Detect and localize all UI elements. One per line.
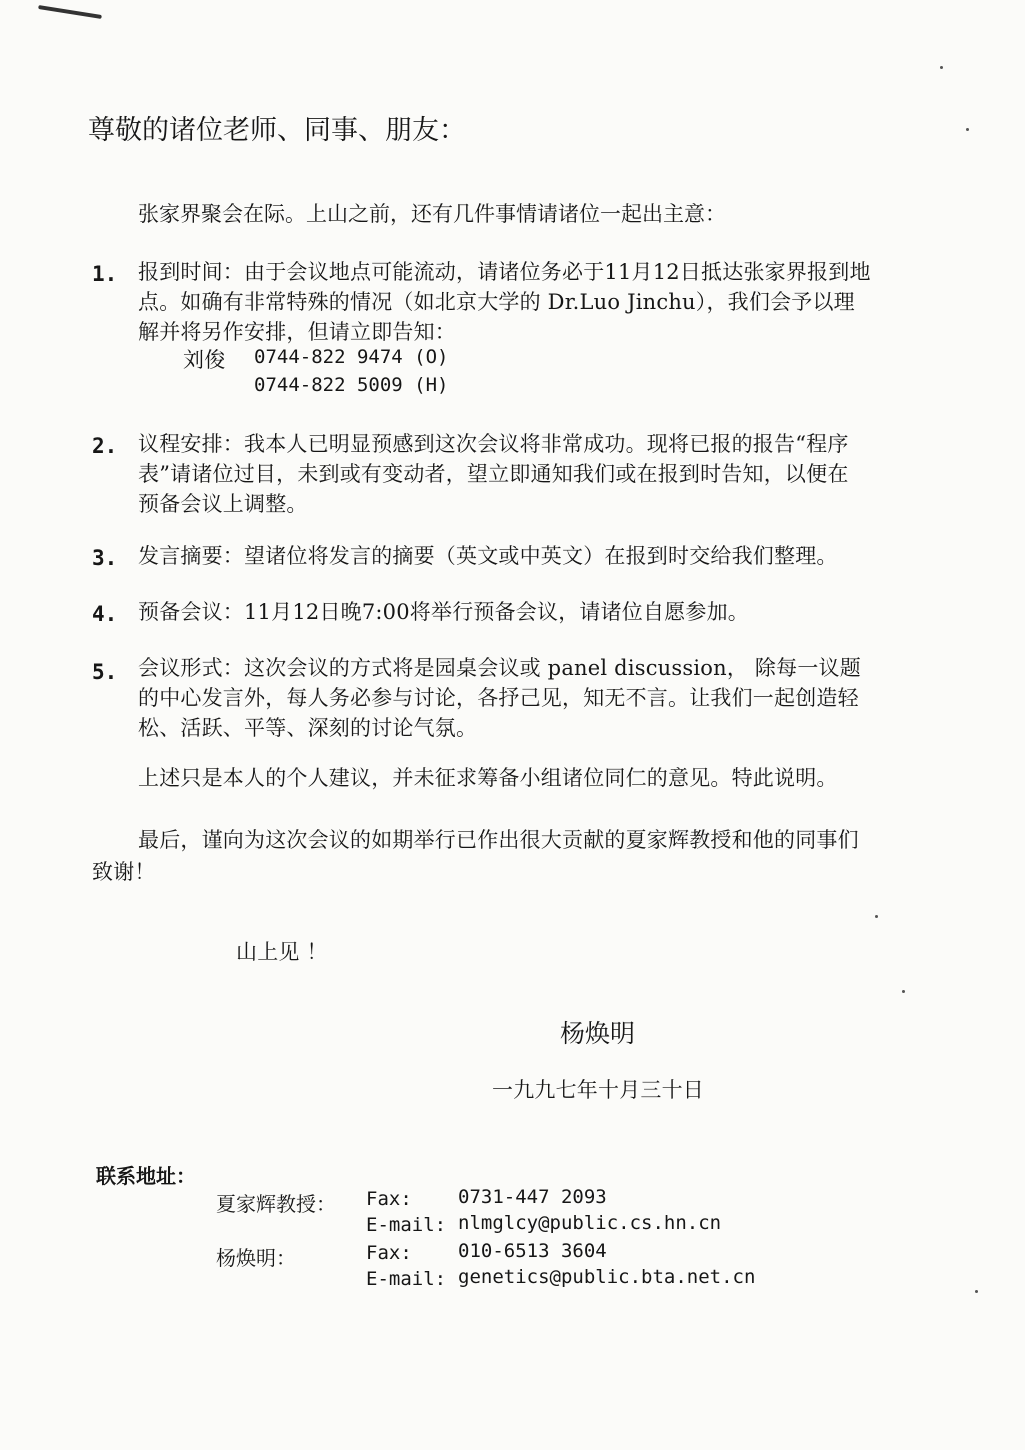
intro-paragraph: 张家界聚会在际。上山之前，还有几件事情请诸位一起出主意： xyxy=(138,202,726,226)
note-paragraph: 上述只是本人的个人建议，并未征求筹备小组诸位同仁的意见。特此说明。 xyxy=(138,766,838,790)
item-line: 解并将另作安排，但请立即告知： xyxy=(138,320,456,344)
thanks-line: 最后，谨向为这次会议的如期举行已作出很大贡献的夏家辉教授和他的同事们 xyxy=(138,828,859,852)
item-number: 3. xyxy=(92,546,118,570)
item-number: 2. xyxy=(92,434,118,458)
item-line: 议程安排：我本人已明显预感到这次会议将非常成功。现将已报的报告“程序 xyxy=(138,432,849,456)
contact-header: 联系地址： xyxy=(96,1164,196,1188)
item-line: 预备会议上调整。 xyxy=(138,492,308,516)
item-line: 会议形式：这次会议的方式将是园桌会议或 panel discussion， 除每一议题 xyxy=(138,656,861,680)
fax-label: Fax: xyxy=(366,1188,412,1210)
item-line: 预备会议：11月12日晚7:00将举行预备会议，请诸位自愿参加。 xyxy=(138,600,749,624)
item-number: 4. xyxy=(92,602,118,626)
item-line: 发言摘要：望诸位将发言的摘要（英文或中英文）在报到时交给我们整理。 xyxy=(138,544,838,568)
fax-label: Fax: xyxy=(366,1242,412,1264)
email-label: E-mail: xyxy=(366,1268,447,1290)
item-number: 5. xyxy=(92,660,118,684)
fax-number: 0731-447 2093 xyxy=(458,1186,607,1208)
scan-speck xyxy=(966,128,969,131)
thanks-line: 致谢！ xyxy=(92,860,156,884)
email-address: genetics@public.bta.net.cn xyxy=(458,1266,756,1288)
scan-speck xyxy=(940,66,943,69)
contact-person: 刘俊 xyxy=(183,348,226,372)
item-line: 松、活跃、平等、深刻的讨论气氛。 xyxy=(138,716,478,740)
email-label: E-mail: xyxy=(366,1214,447,1236)
scan-speck xyxy=(875,915,878,918)
scan-mark xyxy=(38,5,102,19)
greeting: 尊敬的诸位老师、同事、朋友： xyxy=(88,115,466,146)
item-line: 的中心发言外，每人务必参与讨论，各抒己见，知无不言。让我们一起创造轻 xyxy=(138,686,859,710)
scan-speck xyxy=(902,990,905,993)
contact-name: 夏家辉教授： xyxy=(216,1192,336,1216)
item-number: 1. xyxy=(92,262,118,286)
fax-number: 010-6513 3604 xyxy=(458,1240,607,1262)
phone-home: 0744-822 5009 (H) xyxy=(254,374,449,396)
farewell: 山上见 ！ xyxy=(236,940,328,964)
item-line: 点。如确有非常特殊的情况（如北京大学的 Dr.Luo Jinchu），我们会予以理 xyxy=(138,290,855,314)
item-line: 表”请诸位过目，未到或有变动者，望立即通知我们或在报到时告知，以便在 xyxy=(138,462,849,486)
signature: 杨焕明 xyxy=(560,1019,636,1048)
item-line: 报到时间：由于会议地点可能流动，请诸位务必于11月12日抵达张家界报到地 xyxy=(138,260,871,284)
phone-office: 0744-822 9474 (O) xyxy=(254,346,449,368)
scan-speck xyxy=(975,1290,978,1293)
email-address: nlmglcy@public.cs.hn.cn xyxy=(458,1212,722,1234)
letter-date: 一九九七年十月三十日 xyxy=(492,1078,704,1102)
contact-name: 杨焕明： xyxy=(216,1246,296,1270)
